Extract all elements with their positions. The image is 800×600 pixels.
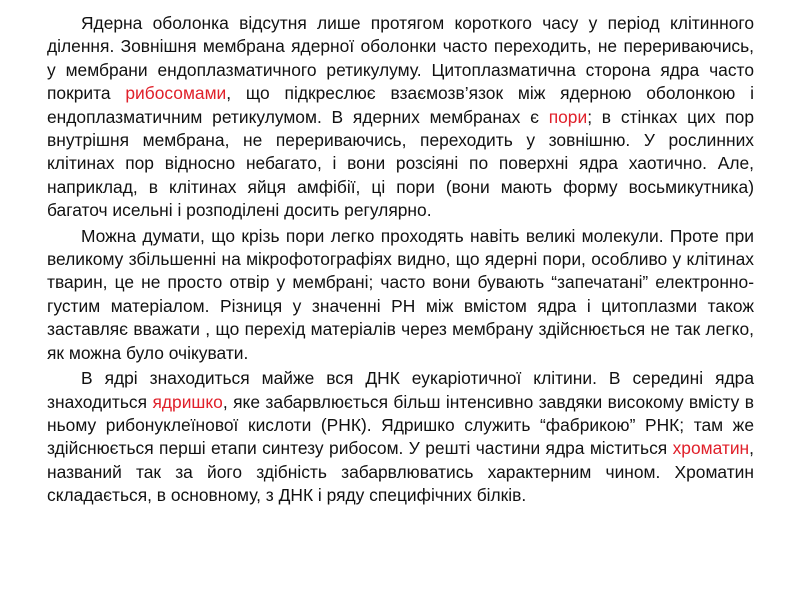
highlighted-term: пори [548,106,588,127]
paragraph-3 [47,367,754,507]
highlighted-term: хроматин [672,438,750,459]
text-segment: ; в стінках цих пор внутрішня мембрана, не перериваючись, переходить у зовнішню. У рослинних клітинах пор відносно небагато, і вони розсіяні по поверхні ядра хаотично. Але, наприклад, в клітинах яйця амфібії, ці пори (вони мають форму восьмикутника) багаточ исельні і розподілені досить регулярно. [47,106,754,221]
text-segment: , що підкреслює взаємозв’язок між ядерною оболонкою і ендоплазматичним ретикулумом. В ядерних мембранах є [47,83,754,127]
text-segment: Можна думати, що крізь пори легко проходять навіть великі молекули. Проте при великому збільшенні на мікрофотографіях видно, що ядерні пори, особливо у клітинах тварин, це не просто отвір у мембрані; часто вони бувають “запечатані” електронно-густим матеріалом. Різниця у значенні PH між вмістом ядра і цитоплазми також заставляє вважати , що перехід матеріалів через мембрану здійснюється не так легко, як можна було очікувати. [47,225,754,363]
paragraph-2 [47,225,754,365]
document-body [47,12,754,508]
text-segment: Ядерна оболонка відсутня лише протягом короткого часу у період клітинного ділення. Зовнішня мембрана ядерної оболонки часто переходить, не перериваючись, у мембрани ендоплазматичного ретикулуму. Цитоплазматична сторона ядра часто покрита [47,13,754,104]
highlighted-term: рибосомами [125,83,227,104]
highlighted-term: ядришко [152,391,223,412]
text-segment: , яке забарвлюється більш інтенсивно завдяки високому вмісту в ньому рибонуклеїнової кислоти (РНК). Ядришко служить “фабрикою” РНК; там же здійснюється перші етапи синтезу рибосом. У решті частини ядра міститься [47,391,754,459]
paragraph-1 [47,12,754,223]
text-segment: , названий так за його здібність забарвлюватись характерним чином. Хроматин складається, в основному, з ДНК і ряду специфічних білків. [47,438,754,506]
text-segment: В ядрі знаходиться майже вся ДНК еукаріотичної клітини. В середині ядра знаходиться [47,368,754,412]
